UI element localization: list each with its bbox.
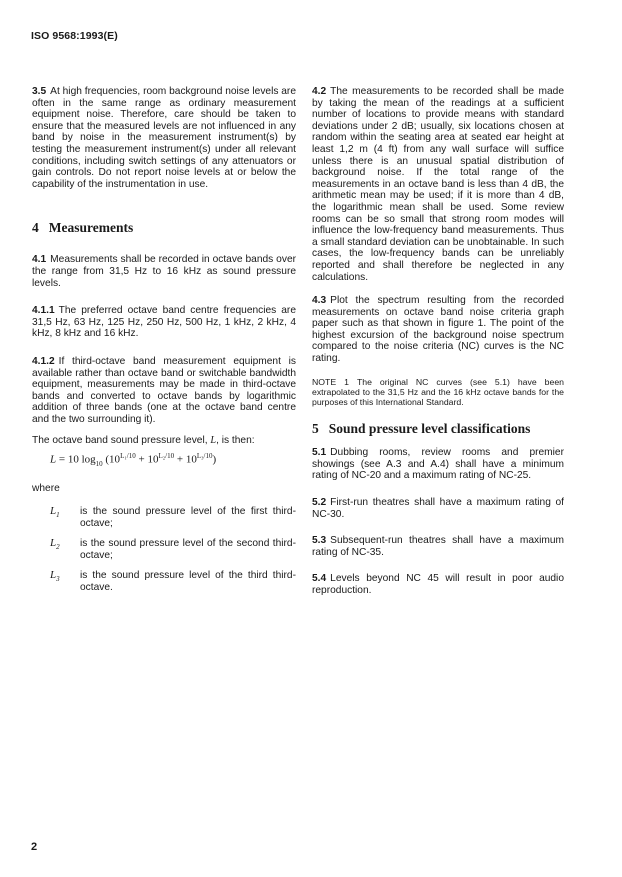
symbol-subscript: 1 — [56, 511, 60, 520]
clause-number: 5.4 — [312, 573, 327, 585]
clause-text: The measurements to be recorded shall be made by taking the mean of the readings at a sufficient number of locations to provide means with standard deviations under 2 dB; usually, six locations chosen at random within the seating area at seated ear height at least 1,2 m (4 ft) from any wall surface will suffice unless there is an unusual spatial distribution of background noise. If the total range of the measurements in an octave band is less than 4 dB, the arithmetic mean may be used; if it is more than 4 dB, the logarithmic mean shall be used. Some review rooms can be so small that strong room modes will influence the low-frequency band measurements. Thus a small standard deviation can be unobtainable. In such cases, the low-frequency bands can be unreliably reported and shall therefore be neglected in any calculations. — [312, 86, 564, 283]
formula-lhs: L — [50, 453, 57, 466]
formula-exp-2: L₂/10 — [158, 452, 175, 461]
document-id-header: ISO 9568:1993(E) — [31, 30, 118, 42]
octave-level-intro — [32, 435, 296, 447]
formula-log-base: 10 — [95, 459, 103, 468]
clause-number: 4.2 — [312, 86, 327, 97]
clause-text: Plot the spectrum resulting from the recorded measurements on octave band noise criteria graph paper such as that shown in figure 1. The point of the highest excursion of the background noise spectrum compared to the noise criteria (NC) curves is the NC rating. — [312, 295, 564, 365]
clause-text: Levels beyond NC 45 will result in poor audio reproduction. — [312, 573, 564, 597]
clause-number: 3.5 — [32, 86, 47, 97]
section-4-heading — [32, 220, 296, 236]
octave-level-formula — [32, 451, 296, 470]
definition-symbol — [32, 538, 80, 561]
clause-5-2 — [312, 497, 564, 520]
clause-number: 5.1 — [312, 447, 327, 459]
definition-text: is the sound pressure level of the third third-octave. — [80, 570, 296, 594]
clause-number: 4.1.1 — [32, 305, 55, 317]
section-title: Measurements — [48, 220, 134, 236]
clause-4-3 — [312, 295, 564, 365]
intro-text-end: , is then: — [216, 435, 255, 447]
clause-3-5 — [32, 86, 296, 190]
formula-exp-3: L₃/10 — [196, 452, 213, 461]
section-number: 4 — [32, 220, 39, 236]
clause-text: First-run theatres shall have a maximum rating of NC-30. — [312, 497, 564, 520]
section-title: Sound pressure level classifications — [328, 421, 531, 437]
right-column — [312, 86, 564, 597]
page-number: 2 — [31, 841, 38, 853]
clause-4-2 — [312, 86, 564, 283]
formula-exp-1: L₁/10 — [120, 452, 136, 461]
clause-number: 5.2 — [312, 497, 327, 509]
symbol-L: L — [210, 435, 217, 447]
where-label: where — [32, 482, 60, 494]
note-1 — [312, 377, 564, 408]
clause-4-1 — [32, 254, 296, 289]
symbol-letter: L — [50, 569, 57, 582]
symbol-letter: L — [50, 505, 57, 518]
clause-text: If third-octave band measurement equipment is available rather than octave band or switchable bandwidth equipment, measurements may be made in third-octave bands and converted to octave bands by logarithmic addition of three bands (one at the octave band centre and the two surrounding it). — [32, 355, 296, 425]
symbol-subscript: 3 — [56, 575, 60, 584]
clause-5-3 — [312, 535, 564, 558]
definition-L1 — [32, 506, 296, 529]
clause-text: Dubbing rooms, review rooms and premier showings (see A.3 and A.4) shall have a minimum rating of NC-20 and a maximum rating of NC-25. — [312, 447, 564, 482]
formula-plus-2: + 10 — [174, 453, 197, 466]
clause-5-1 — [312, 447, 564, 482]
clause-text: Subsequent-run theatres shall have a maximum rating of NC-35. — [312, 535, 564, 558]
formula-plus-1: + 10 — [135, 453, 159, 466]
symbol-subscript: 2 — [56, 543, 60, 552]
note-label: NOTE 1 — [312, 376, 349, 387]
clause-text: At high frequencies, room background noise levels are often in the same range as ordinary measurement equipment noise. Therefore, care should be taken to ensure that the measured levels are not influenced in any band by noise in the measurement instrument(s) by testing the measurement instrument(s) under all relevant conditions, including switch settings of any attenuators or gain controls. Do not report noise levels at or below the capability of the instrumentation in use. — [32, 86, 296, 190]
note-text: The original NC curves (see 5.1) have been extrapolated to the 31,5 Hz and the 16 kHz octave bands for the purposes of this International Standard. — [312, 376, 564, 408]
clause-text: Measurements shall be recorded in octave bands over the range from 31,5 Hz to 16 kHz as sound pressure levels. — [32, 254, 296, 289]
definition-L2 — [32, 538, 296, 561]
clause-number: 5.3 — [312, 535, 327, 547]
clause-5-4 — [312, 573, 564, 596]
clause-number: 4.1.2 — [32, 355, 55, 367]
formula-close: ) — [212, 453, 217, 466]
definition-text: is the sound pressure level of the second third-octave; — [80, 538, 296, 561]
clause-4-1-1 — [32, 305, 296, 340]
symbol-letter: L — [50, 537, 57, 550]
clause-text: The preferred octave band centre frequencies are 31,5 Hz, 63 Hz, 125 Hz, 250 Hz, 500 Hz, 1 kHz, 2 kHz, 4 kHz, 8 kHz and 16 kHz. — [32, 305, 296, 340]
formula-eq: = 10 log — [56, 453, 96, 466]
section-number: 5 — [312, 421, 319, 437]
left-column — [32, 86, 296, 594]
clause-number: 4.3 — [312, 295, 327, 307]
formula-open: (10 — [102, 453, 121, 466]
definition-symbol — [32, 506, 80, 529]
clause-4-1-2 — [32, 356, 296, 426]
definition-symbol — [32, 570, 80, 593]
definition-text: is the sound pressure level of the first third-octave; — [80, 506, 296, 529]
clause-number: 4.1 — [32, 254, 47, 266]
section-5-heading — [312, 421, 564, 437]
intro-text: The octave band sound pressure level, — [32, 435, 211, 447]
definition-L3 — [32, 570, 296, 593]
